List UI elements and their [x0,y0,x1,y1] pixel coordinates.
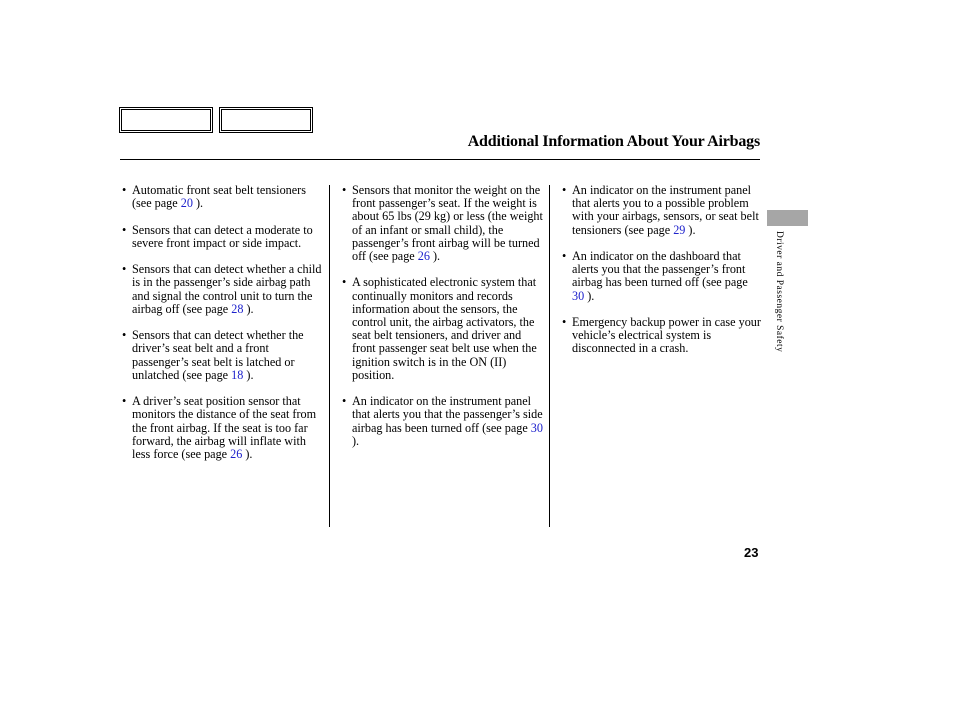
section-tab[interactable] [767,210,808,226]
bullet-icon: • [122,222,127,237]
bullet-icon: • [562,183,567,197]
bullet-icon: • [342,275,347,290]
page-title: Additional Information About Your Airbags [467,133,760,150]
bullet-text-end: ). [685,222,696,237]
bullet-text-end: ). [429,249,441,264]
bullet-item [121,263,326,316]
bullet-icon: • [562,315,567,329]
bullet-item [561,184,761,237]
title-divider [120,159,760,160]
bullet-item [561,316,761,356]
bullet-icon: • [342,183,347,197]
page-reference-link[interactable]: 26 [417,249,430,264]
bullet-text: An indicator on the dashboard that alerts you that the passenger’s front airbag has been turned off (see page [572,249,748,290]
bullet-item [121,329,326,382]
bullet-text: A driver’s seat position sensor that monitors the distance of the seat from the front airbag. If the seat is too far forward, the airbag will inflate with less force (see page [132,394,317,461]
bullet-icon: • [122,262,127,277]
bullet-text-end: ). [192,196,204,211]
page-number: 23 [744,545,759,560]
content-column-3 [561,184,761,369]
page-reference-link[interactable]: 20 [180,196,193,211]
bullet-text: Sensors that can detect whether a child is in the passenger’s side airbag path and signal the control unit to turn the airbag off (see page [132,262,322,316]
bullet-icon: • [122,394,127,409]
column-divider-1 [329,185,330,527]
page-reference-link[interactable]: 29 [673,222,686,237]
page-reference-link[interactable]: 30 [530,420,543,435]
bullet-item [121,224,326,250]
bullet-item [341,276,546,382]
bullet-text: Sensors that can detect whether the driver’s seat belt and a front passenger’s seat belt is latched or unlatched (see page [132,328,304,382]
page-reference-link[interactable]: 18 [231,367,244,382]
bullet-text: Automatic front seat belt tensioners (see page [132,183,306,211]
bullet-text: Sensors that can detect a moderate to severe front impact or side impact. [132,222,313,250]
bullet-icon: • [562,249,567,263]
bullet-item [341,395,546,448]
page-reference-link[interactable]: 28 [231,301,244,316]
page-reference-link[interactable]: 30 [572,288,585,303]
bullet-item [121,395,326,461]
section-tab-label: Driver and Passenger Safety [774,231,784,353]
column-divider-2 [549,185,550,527]
bullet-text: A sophisticated electronic system that continually monitors and records information about the sensors, the control unit, the airbag activators, the seat belt tensioners, and driver and front passenger seat belt use when the ignition switch is in the ON (II) position. [352,275,537,382]
bullet-text: An indicator on the instrument panel that alerts you that the passenger’s side airbag has been turned off (see page [352,394,543,435]
bullet-icon: • [122,328,127,343]
content-column-2 [341,184,546,461]
bullet-text: Sensors that monitor the weight on the front passenger’s seat. If the weight is about 65 lbs (29 kg) or less (the weight of an infant or small child), the passenger’s front airbag will be turned off (see page [352,183,543,264]
bullet-text: An indicator on the instrument panel that alerts you to a possible problem with your airbags, sensors, or seat belt tensioners (see page [572,183,759,237]
nav-button-1[interactable] [119,107,213,133]
bullet-icon: • [342,394,347,409]
bullet-item [121,184,326,210]
bullet-item [561,250,761,303]
bullet-text-end: ). [584,288,595,303]
content-column-1 [121,184,326,474]
bullet-text-end: ). [242,447,253,461]
page-reference-link[interactable]: 26 [230,447,243,461]
bullet-text-end: ). [243,301,254,316]
bullet-text-end: ). [352,433,360,448]
nav-button-2[interactable] [219,107,313,133]
bullet-text-end: ). [243,367,254,382]
bullet-icon: • [122,183,127,197]
bullet-item [341,184,546,263]
bullet-text: Emergency backup power in case your vehicle’s electrical system is disconnected in a crash. [572,315,761,356]
